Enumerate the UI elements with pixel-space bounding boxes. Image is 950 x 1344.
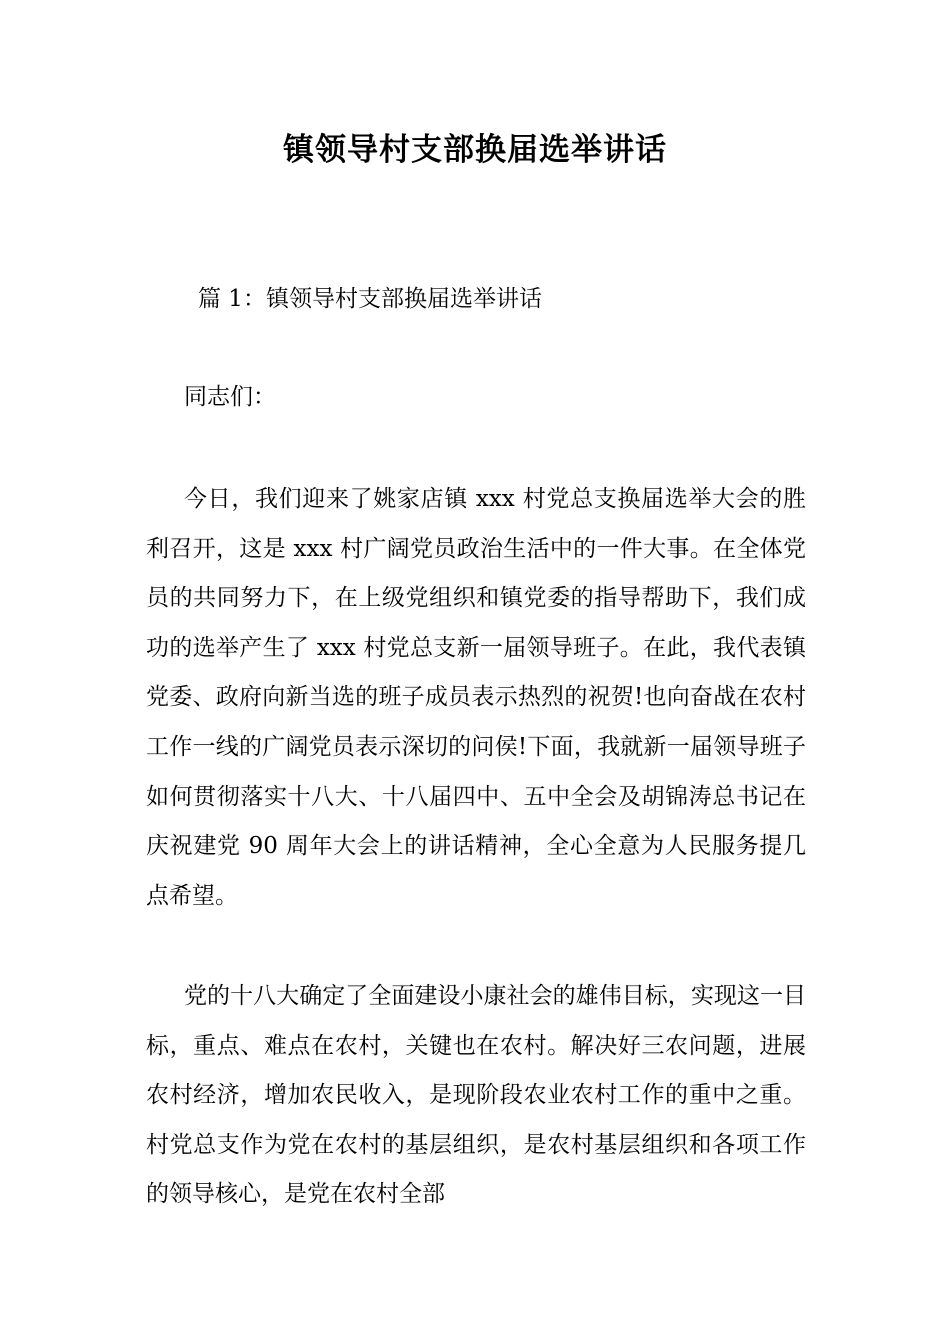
document-subtitle: 篇 1：镇领导村支部换届选举讲话: [198, 286, 542, 312]
paragraph: 党的十八大确定了全面建设小康社会的雄伟目标，实现这一目标，重点、难点在农村，关键也在农村。解决好三农问题，进展农村经济，增加农民收入，是现阶段农业农村工作的重中之重。村党总支作为党在农村的基层组织，是农村基层组织和各项工作的领导核心，是党在农村全部: [146, 983, 806, 1208]
greeting: 同志们：: [184, 384, 276, 410]
paragraph: 今日，我们迎来了姚家店镇 xxx 村党总支换届选举大会的胜利召开，这是 xxx 村广阔党员政治生活中的一件大事。在全体党员的共同努力下，在上级党组织和镇党委的指导帮助下，我们成功的选举产生了 xxx 村党总支新一届领导班子。在此，我代表镇党委、政府向新当选的班子成员表示热烈的祝贺!也向奋战在农村工作一线的广阔党员表示深切的问侯!下面，我就新一届领导班子如何贯彻落实十八大、十八届四中、五中全会及胡锦涛总书记在庆祝建党 90 周年大会上的讲话精神，全心全意为人民服务提几点希望。: [146, 486, 806, 909]
document-title: 镇领导村支部换届选举讲话: [283, 132, 667, 168]
